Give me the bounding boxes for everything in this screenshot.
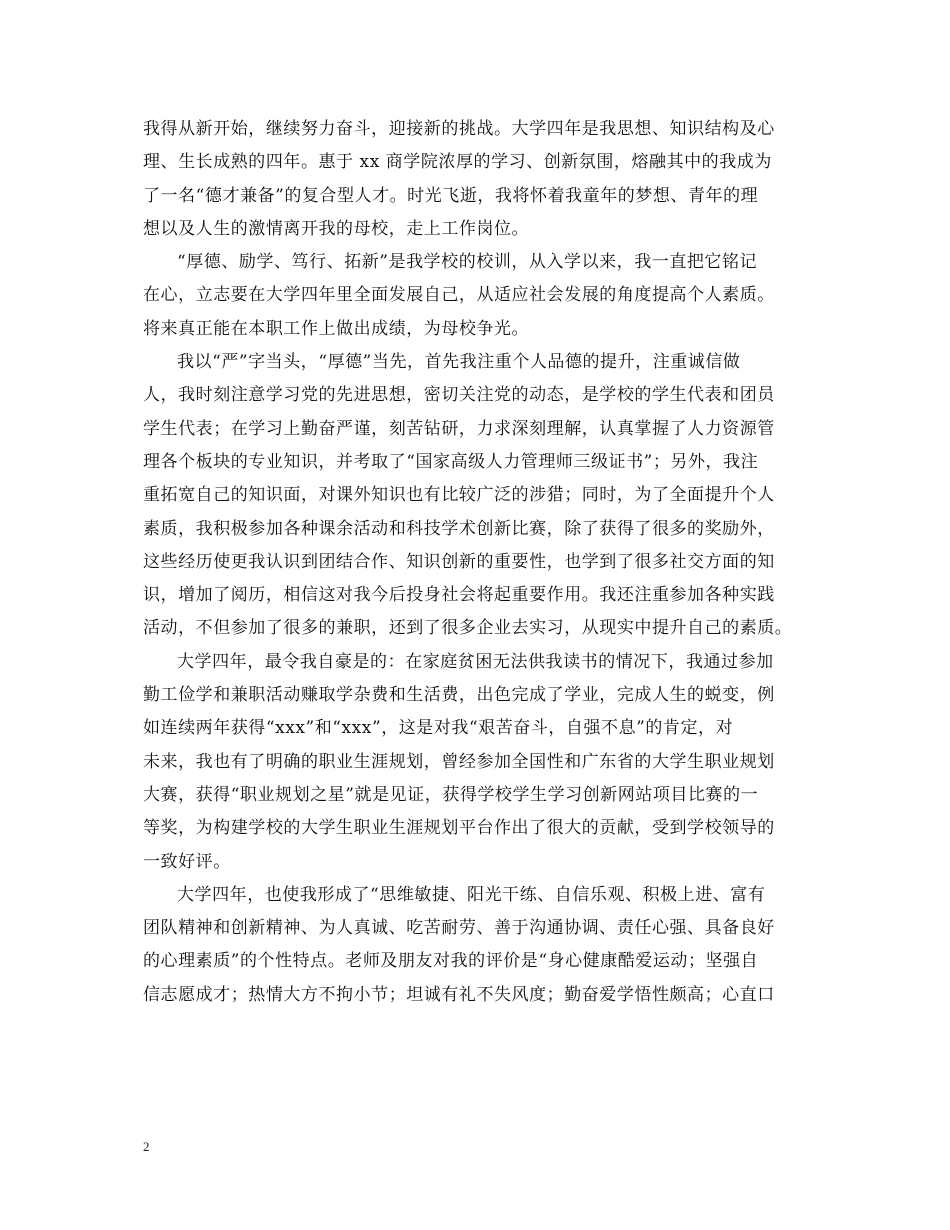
text-line-indented: “厚德、励学、笃行、拓新”是我学校的校训，从入学以来，我一直把它铭记: [177, 252, 758, 273]
text-line-indented: 大学四年，也使我形成了“思维敏捷、阳光干练、自信乐观、积极上进、富有: [177, 884, 766, 905]
text-line: 我得从新开始，继续努力奋斗，迎接新的挑战。大学四年是我思想、知识结构及心: [143, 119, 775, 139]
text-line: 识，增加了阅历，相信这对我今后投身社会将起重要作用。我还注重参加各种实践: [143, 585, 775, 606]
text-line: 活动，不但参加了很多的兼职，还到了很多企业去实习，从现实中提升自己的素质。: [143, 618, 793, 639]
text-line: 的心理素质”的个性特点。老师及朋友对我的评价是“身心健康酷爱运动；坚强自: [143, 951, 759, 972]
text-line: 在心，立志要在大学四年里全面发展自己，从适应社会发展的角度提高个人素质。: [143, 285, 775, 306]
text-line: 重拓宽自己的知识面，对课外知识也有比较广泛的涉猎；同时，为了全面提升个人: [143, 485, 775, 506]
paragraph-3: [143, 346, 813, 646]
paragraph-2: [143, 246, 813, 346]
text-line: 人，我时刻注意学习党的先进思想，密切关注党的动态，是学校的学生代表和团员: [143, 385, 775, 406]
text-line-indented: 大学四年，最令我自豪是的：在家庭贫困无法供我读书的情况下，我通过参加: [177, 651, 774, 672]
page-number: 2: [143, 1139, 150, 1154]
text-line: 将来真正能在本职工作上做出成绩，为母校争光。: [143, 318, 530, 339]
text-line: 如连续两年获得“xxx”和“xxx”，这是对我“艰苦奋斗，自强不息”的肯定，对: [143, 718, 734, 739]
text-line: 了一名“德才兼备”的复合型人才。时光飞逝，我将怀着我童年的梦想、青年的理: [143, 185, 759, 206]
text-line: 未来，我也有了明确的职业生涯规划，曾经参加全国性和广东省的大学生职业规划: [143, 751, 775, 772]
text-line: 大赛，获得“职业规划之星”就是见证，获得学校学生学习创新网站项目比赛的一: [143, 784, 759, 805]
text-line-indented: 我以“严”字当头，“厚德”当先，首先我注重个人品德的提升，注重诚信做: [177, 352, 741, 373]
text-line: 学生代表；在学习上勤奋严谨，刻苦钻研，力求深刻理解，认真掌握了人力资源管: [143, 418, 775, 439]
paragraph-5: [143, 879, 813, 1012]
document-body: [143, 113, 813, 1012]
text-line: 一致好评。: [143, 851, 231, 872]
text-line: 勤工俭学和兼职活动赚取学杂费和生活费，出色完成了学业，完成人生的蜕变，例: [143, 685, 775, 706]
text-line: 理、生长成熟的四年。惠于 xx 商学院浓厚的学习、创新氛围，熔融其中的我成为: [143, 152, 772, 173]
paragraph-4: [143, 646, 813, 879]
text-line: 素质，我积极参加各种课余活动和科技学术创新比赛，除了获得了很多的奖励外，: [143, 518, 775, 539]
text-line: 等奖，为构建学校的大学生职业生涯规划平台作出了很大的贡献，受到学校领导的: [143, 818, 775, 839]
text-line: 团队精神和创新精神、为人真诚、吃苦耐劳、善于沟通协调、责任心强、具备良好: [143, 918, 775, 939]
paragraph-1: [143, 113, 813, 246]
text-line: 这些经历使更我认识到团结合作、知识创新的重要性，也学到了很多社交方面的知: [143, 551, 775, 572]
text-line: 信志愿成才；热情大方不拘小节；坦诚有礼不失风度；勤奋爱学悟性颇高；心直口: [143, 984, 775, 1005]
text-line: 想以及人生的激情离开我的母校，走上工作岗位。: [143, 218, 530, 239]
text-line: 理各个板块的专业知识，并考取了“国家高级人力管理师三级证书”；另外，我注: [143, 451, 759, 472]
